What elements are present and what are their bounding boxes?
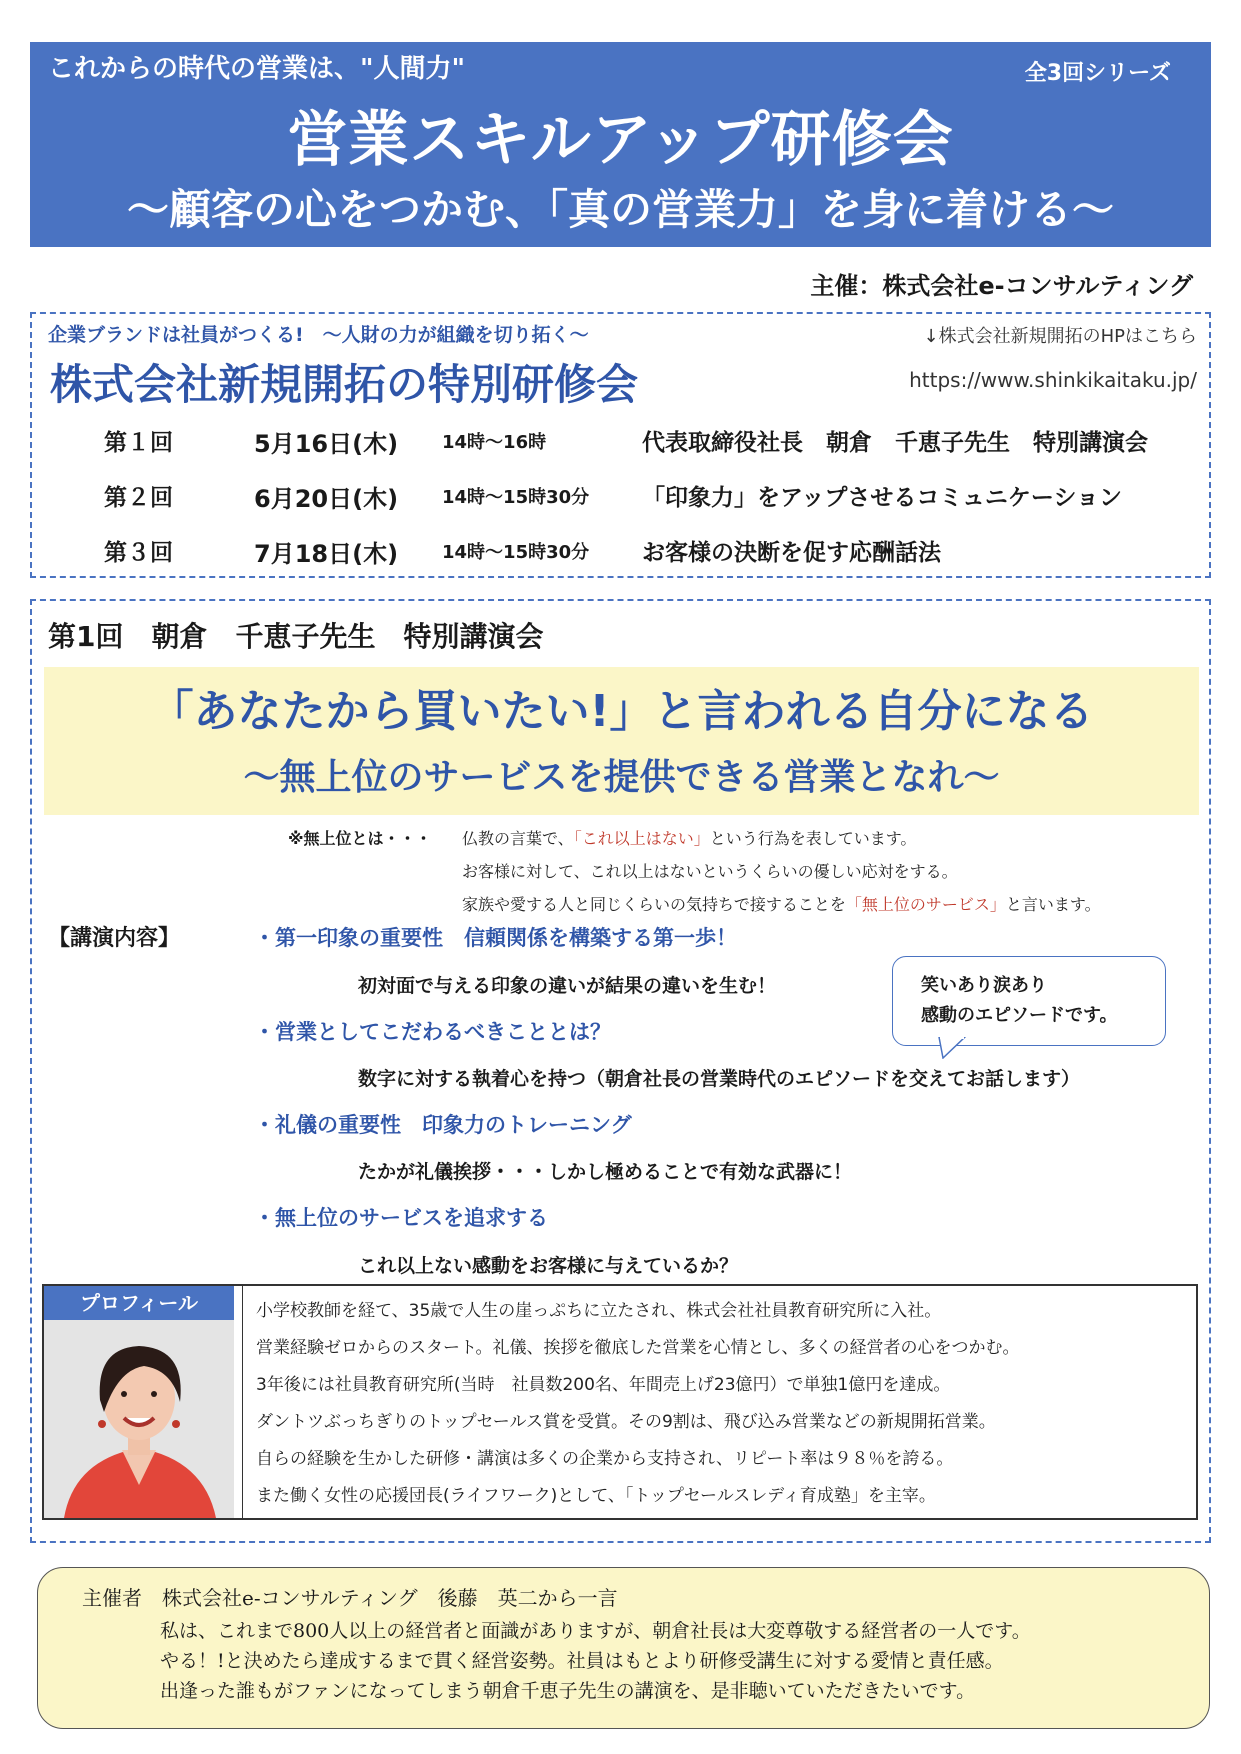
session-title: 代表取締役社長 朝倉 千恵子先生 特別講演会 (642, 430, 1148, 456)
homepage-note: ↓株式会社新規開拓のHPはこちら (923, 326, 1197, 347)
session-number: 第１回 (104, 430, 173, 456)
session-time: 14時～16時 (442, 432, 547, 453)
page-subtitle: ～顧客の心をつかむ、「真の営業力」を身に着ける～ (126, 185, 1114, 234)
lecture-heading: 第1回 朝倉 千恵子先生 特別講演会 (48, 620, 544, 653)
series-label: 全3回シリーズ (1024, 61, 1171, 86)
session-date: 5月16日(木) (254, 430, 399, 458)
profile-line: 小学校教師を経て、35歳で人生の崖っぷちに立たされ、株式会社社員教育研究所に入社。 (256, 1301, 942, 1321)
definition-emphasis: 「無上位のサービス」 (845, 895, 1006, 914)
message-line: 出逢った誰もがファンになってしまう朝倉千恵子先生の講演を、是非聴いていただきたいです。 (160, 1680, 976, 1702)
session-date: 6月20日(木) (254, 485, 399, 513)
profile-line: 営業経験ゼロからのスタート。礼儀、挨拶を徹底した営業を心情とし、多くの経営者の心をつかむ。 (256, 1338, 1020, 1358)
session-number: 第２回 (104, 485, 173, 511)
definition-text: お客様に対して、これ以上はないというくらいの優しい応対をする。 (462, 862, 958, 881)
message-line: やる！!と決めたら達成するまで貫く経営姿勢。社員はもとより研修受講生に対する愛情と責任感。 (160, 1650, 1004, 1672)
program-title: 株式会社新規開拓の特別研修会 (50, 360, 639, 409)
organizer-message (37, 1567, 1210, 1729)
profile-line: 自らの経験を生かした研修・講演は多くの企業から支持され、リピート率は９８％を誇る。 (256, 1449, 954, 1469)
session-title: お客様の決断を促す応酬話法 (642, 540, 941, 566)
profile-label: プロフィール (44, 1286, 234, 1320)
lecture-point-title: ・第一印象の重要性 信頼関係を構築する第一歩！ (254, 926, 737, 950)
definition-line (462, 826, 916, 849)
session-title: 「印象力」をアップさせるコミュニケーション (642, 485, 1123, 511)
session-time: 14時～15時30分 (442, 487, 590, 508)
homepage-link[interactable]: https://www.shinkikaitaku.jp/ (909, 368, 1197, 392)
speech-bubble-line: 感動のエピソードです。 (921, 1005, 1118, 1026)
page-title: 営業スキルアップ研修会 (287, 105, 954, 175)
definition-line (462, 859, 958, 882)
program-box (30, 312, 1211, 578)
speech-bubble-tail (937, 1037, 967, 1059)
lecture-point-detail: 数字に対する執着心を持つ（朝倉社長の営業時代のエピソードを交えてお話します） (358, 1068, 1081, 1090)
profile-divider (242, 1286, 243, 1518)
content-label: 【講演内容】 (48, 926, 181, 951)
lecture-point-title: ・礼儀の重要性 印象力のトレーニング (254, 1113, 632, 1137)
session-row (32, 424, 1209, 456)
lecture-point-detail: 初対面で与える印象の違いが結果の違いを生む！ (358, 975, 777, 997)
session-date: 7月18日(木) (254, 540, 399, 568)
banner-tagline: これからの時代の営業は、"人間力" (48, 54, 466, 84)
definition-term: ※無上位とは・・・ (288, 829, 432, 848)
profile-line: ダントツぶっちぎりのトップセールス賞を受賞。その9割は、飛び込み営業などの新規開拓営業。 (256, 1412, 996, 1432)
speech-bubble-line: 笑いあり涙あり (921, 975, 1047, 996)
session-number: 第３回 (104, 540, 173, 566)
speaker-photo (44, 1320, 234, 1518)
lecture-point-detail: これ以上ない感動をお客様に与えているか？ (358, 1255, 739, 1277)
definition-text: 家族や愛する人と同じくらいの気持ちで接することを (462, 895, 846, 914)
session-row (32, 479, 1209, 511)
lecture-box (30, 599, 1211, 1543)
lecture-point-detail: たかが礼儀挨拶・・・しかし極めることで有効な武器に！ (358, 1161, 853, 1183)
definition-text: 仏教の言葉で、 (462, 829, 574, 848)
session-row (32, 534, 1209, 566)
header-banner (30, 42, 1211, 247)
definition-text: という行為を表しています。 (709, 829, 917, 848)
session-time: 14時～15時30分 (442, 542, 590, 563)
organizer-label: 主催：株式会社e-コンサルティング (810, 272, 1193, 300)
profile-line: 3年後には社員教育研究所(当時 社員数200名、年間売上げ23億円）で単独1億円を達成。 (256, 1375, 951, 1395)
lecture-main-title: 「あなたから買いたい!」と言われる自分になる (149, 686, 1094, 737)
lecture-title-highlight (44, 667, 1199, 815)
definition-text: と言います。 (1005, 895, 1101, 914)
message-heading: 主催者 株式会社e-コンサルティング 後藤 英二から一言 (82, 1586, 618, 1610)
program-catchphrase: 企業ブランドは社員がつくる! ～人財の力が組織を切り拓く～ (48, 324, 589, 346)
lecture-point-title: ・無上位のサービスを追求する (254, 1206, 548, 1230)
profile-line: また働く女性の応援団長(ライフワーク)として、「トップセールスレディ育成塾」を主宰。 (256, 1486, 936, 1506)
definition-line (462, 892, 1101, 915)
lecture-subtitle: ～無上位のサービスを提供できる営業となれ～ (243, 757, 1000, 798)
speech-bubble (892, 956, 1166, 1046)
profile-panel (42, 1284, 1198, 1520)
definition-emphasis: 「これ以上はない」 (573, 829, 710, 848)
speech-bubble-text (921, 971, 1118, 1031)
message-line: 私は、これまで800人以上の経営者と面識がありますが、朝倉社長は大変尊敬する経営者の一人です。 (160, 1620, 1031, 1642)
lecture-point-title: ・営業としてこだわるべきこととは？ (254, 1020, 611, 1044)
